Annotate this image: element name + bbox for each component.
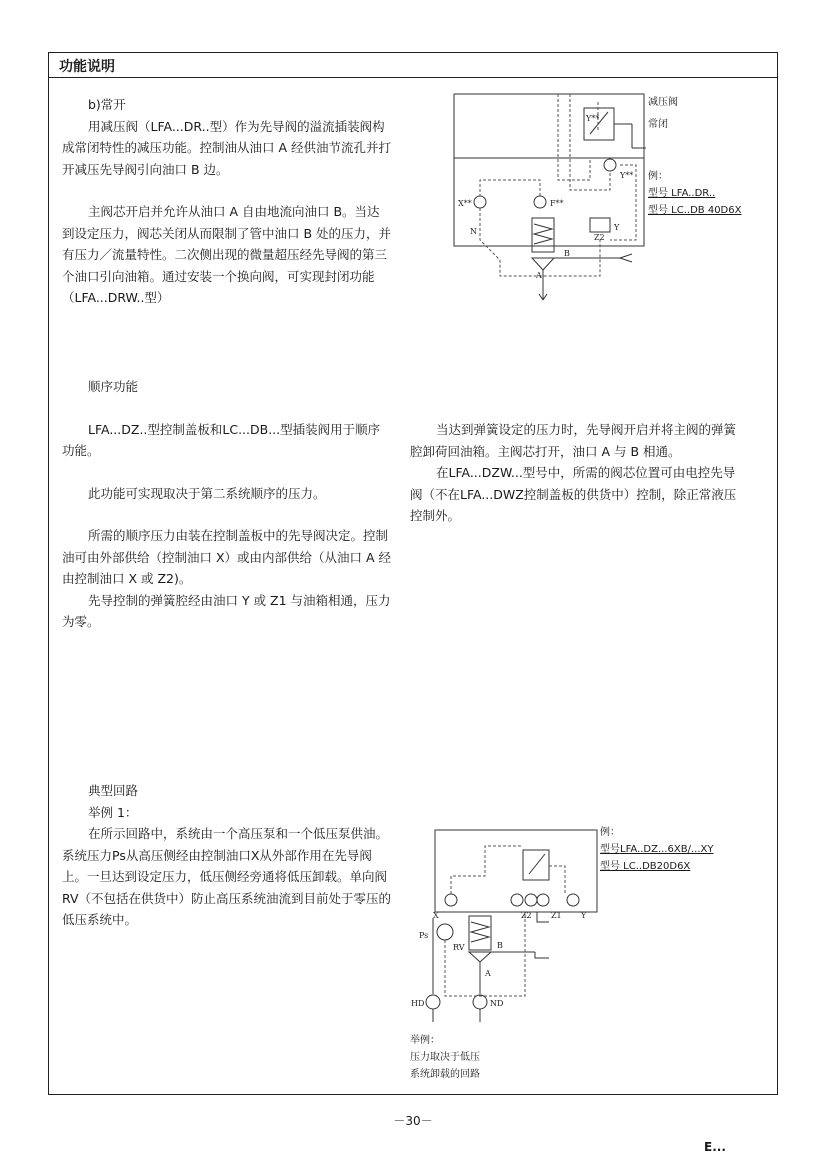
paragraph: 此功能可实现取决于第二系统顺序的压力。 bbox=[88, 485, 326, 501]
section-heading: 典型回路 bbox=[88, 783, 139, 798]
model-number: 型号 LC..DB20D6X bbox=[600, 861, 691, 872]
paragraph: 用减压阀（LFA...DR..型）作为先导阀的溢流插装阀构成常闭特性的减压功能。控制油从油口 A 经供油节流孔并打开减压先导阀引向油口 B 边。 bbox=[62, 118, 391, 177]
paragraph: LFA...DZ..型控制盖板和LC...DB...型插装阀用于顺序功能。 bbox=[62, 421, 381, 458]
port-label: B bbox=[497, 941, 503, 950]
figure-caption: 常闭 bbox=[648, 119, 668, 130]
header-bar bbox=[48, 52, 778, 78]
port-label: HD bbox=[411, 999, 425, 1008]
port-label: Z2 bbox=[594, 233, 605, 242]
paragraph: 主阀芯开启并允许从油口 A 自由地流向油口 B。当达到设定压力，阀芯关闭从而限制了管中油口 B 处的压力，并有压力／流量特性。二次侧出现的微量超压经先导阀的第三个油口引向油箱。通过安装一个换向阀，可实现封闭功能（LFA...DRW..型） bbox=[62, 204, 392, 305]
model-number: 型号 LC..DB 40D6X bbox=[648, 205, 742, 216]
paragraph: 先导控制的弹簧腔经由油口 Y 或 Z1 与油箱相通，压力为零。 bbox=[62, 592, 391, 629]
section-typical-circuit bbox=[62, 780, 392, 931]
section-heading: 顺序功能 bbox=[88, 379, 139, 394]
port-label: Y bbox=[614, 223, 620, 232]
page-number: －30－ bbox=[393, 1114, 433, 1128]
section-normally-open bbox=[62, 94, 392, 309]
section-heading: b)常开 bbox=[88, 97, 126, 112]
figure-caption: 举例： bbox=[410, 1035, 440, 1046]
port-label: F** bbox=[550, 199, 564, 208]
port-label: RV bbox=[453, 943, 465, 952]
port-label: Y** bbox=[586, 114, 600, 123]
section-subheading: 举例 1： bbox=[88, 804, 138, 820]
corner-mark: E... bbox=[704, 1140, 726, 1154]
port-label: X bbox=[433, 911, 439, 920]
port-label: N bbox=[470, 227, 477, 236]
figure-caption: 减压阀 bbox=[648, 97, 678, 108]
paragraph: 在LFA...DZW...型号中，所需的阀芯位置可由电控先导阀（不在LFA...DWZ控制盖板的供货中）控制，除正常液压控制外。 bbox=[410, 465, 737, 523]
page-title: 功能说明 bbox=[59, 59, 115, 75]
section-sequence-left bbox=[62, 376, 392, 633]
port-label: A bbox=[485, 969, 491, 978]
port-label: B bbox=[564, 249, 570, 258]
figure-caption: 例： bbox=[648, 171, 668, 182]
section-sequence-right bbox=[410, 419, 746, 527]
port-label: Y** bbox=[620, 171, 634, 180]
paragraph: 当达到弹簧设定的压力时，先导阀开启并将主阀的弹簧腔卸荷回油箱。主阀芯打开，油口 A 与 B 相通。 bbox=[410, 422, 737, 459]
port-label: A bbox=[536, 271, 542, 280]
figure-caption: 压力取决于低压 bbox=[410, 1052, 480, 1063]
paragraph: 在所示回路中，系统由一个高压泵和一个低压泵供油。系统压力Ps从高压侧经由控制油口X从外部作用在先导阀上。一旦达到设定压力，低压侧经旁通将低压卸载。单向阀 RV（不包括在供货中）防止高压系统油流到目前处于零压的低压系统中。 bbox=[62, 826, 392, 927]
paragraph: 所需的顺序压力由装在控制盖板中的先导阀决定。控制油可由外部供给（控制油口 X）或由内部供给（从油口 A 经由控制油口 X 或 Z2)。 bbox=[62, 528, 392, 586]
model-number: 型号LFA..DZ...6XB/...XY bbox=[600, 844, 714, 855]
figure-caption: 系统卸载的回路 bbox=[410, 1069, 480, 1080]
port-label: Z2 bbox=[521, 911, 532, 920]
figure-caption: 例： bbox=[600, 827, 620, 838]
port-label: X** bbox=[458, 199, 472, 208]
port-label: ND bbox=[490, 999, 504, 1008]
port-label: Z1 bbox=[551, 911, 562, 920]
model-number: 型号 LFA..DR.. bbox=[648, 188, 716, 199]
port-label: Ps bbox=[419, 931, 429, 940]
sequence-circuit-diagram bbox=[405, 826, 600, 1026]
pressure-reducing-valve-diagram bbox=[440, 90, 780, 310]
port-label: Y bbox=[581, 911, 587, 920]
